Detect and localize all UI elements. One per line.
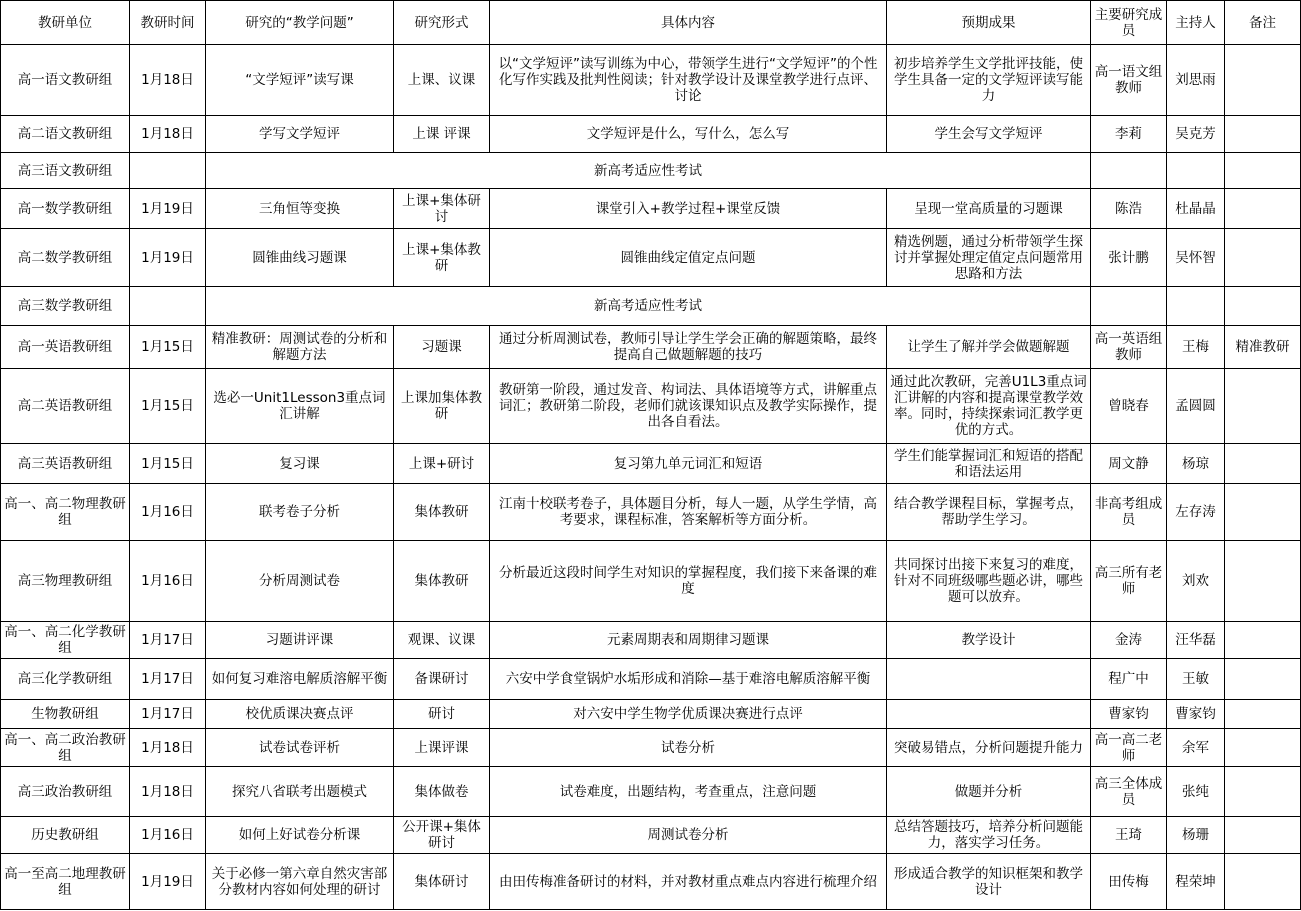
cell-host: 刘欢 [1167, 541, 1225, 622]
cell-content: 以“文学短评”读写训练为中心，带领学生进行“文学短评”的个性化写作实践及批判性阅读；针对教学设计及课堂教学进行点评、讨论 [490, 45, 887, 116]
cell-members: 田传梅 [1091, 854, 1167, 910]
header-cell-form: 研究形式 [394, 1, 490, 45]
cell-note [1225, 153, 1301, 189]
cell-note [1225, 817, 1301, 854]
cell-outcome: 形成适合教学的知识框架和教学设计 [887, 854, 1091, 910]
cell-host: 吴怀智 [1167, 229, 1225, 287]
table-row [1, 541, 1301, 622]
table-row [1, 854, 1301, 910]
cell-unit: 高一数学教研组 [1, 189, 130, 229]
table-row [1, 817, 1301, 854]
header-cell-problem: 研究的“教学问题” [206, 1, 394, 45]
cell-outcome: 学生们能掌握词汇和短语的搭配和语法运用 [887, 444, 1091, 484]
cell-unit: 高一、高二物理教研组 [1, 484, 130, 541]
cell-host: 杜晶晶 [1167, 189, 1225, 229]
cell-members: 陈浩 [1091, 189, 1167, 229]
header-row [1, 1, 1301, 45]
cell-merged-exam: 新高考适应性考试 [206, 287, 1091, 326]
cell-problem: 圆锥曲线习题课 [206, 229, 394, 287]
cell-unit: 高一、高二政治教研组 [1, 729, 130, 767]
cell-host: 左存涛 [1167, 484, 1225, 541]
cell-note [1225, 541, 1301, 622]
cell-members: 李莉 [1091, 116, 1167, 153]
cell-members: 张计鹏 [1091, 229, 1167, 287]
cell-time: 1月18日 [130, 729, 206, 767]
cell-note [1225, 729, 1301, 767]
table-row [1, 484, 1301, 541]
cell-form: 集体研讨 [394, 854, 490, 910]
cell-host: 汪华磊 [1167, 622, 1225, 659]
cell-outcome: 让学生了解并学会做题解题 [887, 326, 1091, 369]
header-cell-members: 主要研究成员 [1091, 1, 1167, 45]
table-row [1, 45, 1301, 116]
cell-form: 上课加集体教研 [394, 369, 490, 444]
cell-unit: 高三英语教研组 [1, 444, 130, 484]
cell-time: 1月16日 [130, 541, 206, 622]
cell-content: 文学短评是什么，写什么，怎么写 [490, 116, 887, 153]
cell-problem: 如何复习难溶电解质溶解平衡 [206, 659, 394, 700]
cell-problem: 三角恒等变换 [206, 189, 394, 229]
cell-outcome: 结合教学课程目标，掌握考点，帮助学生学习。 [887, 484, 1091, 541]
cell-members: 金涛 [1091, 622, 1167, 659]
cell-problem: 学写文学短评 [206, 116, 394, 153]
cell-unit: 高一英语教研组 [1, 326, 130, 369]
table-row [1, 189, 1301, 229]
cell-outcome: 共同探讨出接下来复习的难度，针对不同班级哪些题必讲，哪些题可以放弃。 [887, 541, 1091, 622]
cell-host: 杨珊 [1167, 817, 1225, 854]
cell-note: 精准教研 [1225, 326, 1301, 369]
cell-content: 六安中学食堂锅炉水垢形成和消除—基于难溶电解质溶解平衡 [490, 659, 887, 700]
cell-host: 曹家钧 [1167, 700, 1225, 729]
cell-time: 1月18日 [130, 767, 206, 817]
cell-unit: 高三物理教研组 [1, 541, 130, 622]
cell-note [1225, 659, 1301, 700]
cell-host: 余军 [1167, 729, 1225, 767]
cell-problem: 试卷试卷评析 [206, 729, 394, 767]
cell-host [1167, 287, 1225, 326]
cell-form: 上课+研讨 [394, 444, 490, 484]
cell-note [1225, 229, 1301, 287]
cell-outcome: 教学设计 [887, 622, 1091, 659]
cell-time: 1月19日 [130, 189, 206, 229]
cell-time: 1月19日 [130, 854, 206, 910]
table-row [1, 153, 1301, 189]
cell-problem: 探究八省联考出题模式 [206, 767, 394, 817]
header-cell-outcome: 预期成果 [887, 1, 1091, 45]
cell-time: 1月17日 [130, 659, 206, 700]
cell-outcome: 总结答题技巧，培养分析问题能力，落实学习任务。 [887, 817, 1091, 854]
cell-content: 分析最近这段时间学生对知识的掌握程度，我们接下来备课的难度 [490, 541, 887, 622]
cell-time [130, 153, 206, 189]
cell-outcome: 学生会写文学短评 [887, 116, 1091, 153]
cell-content: 复习第九单元词汇和短语 [490, 444, 887, 484]
cell-content: 元素周期表和周期律习题课 [490, 622, 887, 659]
cell-problem: “文学短评”读写课 [206, 45, 394, 116]
cell-problem: 分析周测试卷 [206, 541, 394, 622]
table-row [1, 369, 1301, 444]
cell-unit: 高一语文教研组 [1, 45, 130, 116]
cell-problem: 复习课 [206, 444, 394, 484]
cell-problem: 关于必修一第六章自然灾害部分教材内容如何处理的研讨 [206, 854, 394, 910]
cell-members: 周文静 [1091, 444, 1167, 484]
cell-time: 1月18日 [130, 116, 206, 153]
cell-note [1225, 287, 1301, 326]
cell-unit: 历史教研组 [1, 817, 130, 854]
cell-content: 通过分析周测试卷，教师引导让学生学会正确的解题策略，最终提高自己做题解题的技巧 [490, 326, 887, 369]
cell-time: 1月15日 [130, 444, 206, 484]
cell-problem: 习题讲评课 [206, 622, 394, 659]
cell-note [1225, 369, 1301, 444]
cell-problem: 选必一Unit1Lesson3重点词汇讲解 [206, 369, 394, 444]
table-row [1, 444, 1301, 484]
cell-members: 曾晓春 [1091, 369, 1167, 444]
cell-time: 1月15日 [130, 326, 206, 369]
cell-form: 集体教研 [394, 541, 490, 622]
cell-note [1225, 45, 1301, 116]
header-cell-time: 教研时间 [130, 1, 206, 45]
cell-members: 高一高二老师 [1091, 729, 1167, 767]
cell-unit: 高二数学教研组 [1, 229, 130, 287]
cell-time: 1月17日 [130, 700, 206, 729]
cell-outcome: 精选例题，通过分析带领学生探讨并掌握处理定值定点问题常用思路和方法 [887, 229, 1091, 287]
table-row [1, 659, 1301, 700]
cell-outcome: 通过此次教研，完善U1L3重点词汇讲解的内容和提高课堂教学效率。同时，持续探索词汇教学更优的方式。 [887, 369, 1091, 444]
cell-host: 孟圆圆 [1167, 369, 1225, 444]
cell-unit: 高三数学教研组 [1, 287, 130, 326]
cell-note [1225, 854, 1301, 910]
cell-note [1225, 700, 1301, 729]
cell-problem: 精准教研：周测试卷的分析和解题方法 [206, 326, 394, 369]
cell-host: 杨琼 [1167, 444, 1225, 484]
cell-outcome: 突破易错点，分析问题提升能力 [887, 729, 1091, 767]
cell-content: 周测试卷分析 [490, 817, 887, 854]
cell-unit: 高三语文教研组 [1, 153, 130, 189]
cell-merged-exam: 新高考适应性考试 [206, 153, 1091, 189]
cell-host: 王敏 [1167, 659, 1225, 700]
cell-form: 备课研讨 [394, 659, 490, 700]
cell-host: 刘思雨 [1167, 45, 1225, 116]
table-row [1, 116, 1301, 153]
cell-note [1225, 622, 1301, 659]
cell-host: 吴克芳 [1167, 116, 1225, 153]
cell-members [1091, 153, 1167, 189]
cell-unit: 高二英语教研组 [1, 369, 130, 444]
table-row [1, 622, 1301, 659]
table-row [1, 326, 1301, 369]
cell-host: 程荣坤 [1167, 854, 1225, 910]
cell-host: 张纯 [1167, 767, 1225, 817]
cell-time: 1月16日 [130, 484, 206, 541]
cell-outcome [887, 659, 1091, 700]
cell-members: 程广中 [1091, 659, 1167, 700]
cell-form: 上课+集体教研 [394, 229, 490, 287]
cell-content: 由田传梅准备研讨的材料，并对教材重点难点内容进行梳理介绍 [490, 854, 887, 910]
cell-content: 课堂引入+教学过程+课堂反馈 [490, 189, 887, 229]
cell-content: 教研第一阶段，通过发音、构词法、具体语境等方式，讲解重点词汇；教研第二阶段，老师们就该课知识点及教学实际操作，提出各自看法。 [490, 369, 887, 444]
cell-problem: 联考卷子分析 [206, 484, 394, 541]
header-cell-note: 备注 [1225, 1, 1301, 45]
cell-time: 1月18日 [130, 45, 206, 116]
cell-note [1225, 767, 1301, 817]
cell-time [130, 287, 206, 326]
cell-members: 曹家钧 [1091, 700, 1167, 729]
cell-note [1225, 116, 1301, 153]
cell-note [1225, 484, 1301, 541]
cell-time: 1月17日 [130, 622, 206, 659]
cell-time: 1月19日 [130, 229, 206, 287]
header-cell-content: 具体内容 [490, 1, 887, 45]
cell-form: 上课 评课 [394, 116, 490, 153]
cell-members: 高三全体成员 [1091, 767, 1167, 817]
cell-form: 上课、议课 [394, 45, 490, 116]
cell-members: 高一英语组教师 [1091, 326, 1167, 369]
cell-outcome: 初步培养学生文学批评技能，使学生具备一定的文学短评读写能力 [887, 45, 1091, 116]
cell-note [1225, 444, 1301, 484]
cell-unit: 高一至高二地理教研组 [1, 854, 130, 910]
table-row [1, 729, 1301, 767]
cell-members: 高一语文组教师 [1091, 45, 1167, 116]
cell-outcome: 呈现一堂高质量的习题课 [887, 189, 1091, 229]
cell-unit: 高一、高二化学教研组 [1, 622, 130, 659]
cell-note [1225, 189, 1301, 229]
cell-time: 1月15日 [130, 369, 206, 444]
cell-unit: 高三化学教研组 [1, 659, 130, 700]
cell-content: 试卷难度，出题结构，考查重点，注意问题 [490, 767, 887, 817]
table-row [1, 287, 1301, 326]
table-row [1, 229, 1301, 287]
cell-content: 对六安中学生物学优质课决赛进行点评 [490, 700, 887, 729]
header-cell-unit: 教研单位 [1, 1, 130, 45]
cell-form: 上课评课 [394, 729, 490, 767]
cell-form: 上课+集体研讨 [394, 189, 490, 229]
cell-unit: 高二语文教研组 [1, 116, 130, 153]
header-cell-host: 主持人 [1167, 1, 1225, 45]
cell-form: 集体教研 [394, 484, 490, 541]
cell-outcome [887, 700, 1091, 729]
cell-form: 习题课 [394, 326, 490, 369]
cell-content: 圆锥曲线定值定点问题 [490, 229, 887, 287]
cell-content: 江南十校联考卷子，具体题目分析，每人一题，从学生学情，高考要求，课程标准，答案解析等方面分析。 [490, 484, 887, 541]
cell-form: 研讨 [394, 700, 490, 729]
cell-form: 集体做卷 [394, 767, 490, 817]
cell-problem: 如何上好试卷分析课 [206, 817, 394, 854]
cell-problem: 校优质课决赛点评 [206, 700, 394, 729]
cell-form: 公开课+集体研讨 [394, 817, 490, 854]
cell-host: 王梅 [1167, 326, 1225, 369]
cell-members [1091, 287, 1167, 326]
cell-members: 高三所有老师 [1091, 541, 1167, 622]
cell-form: 观课、议课 [394, 622, 490, 659]
cell-time: 1月16日 [130, 817, 206, 854]
cell-members: 非高考组成员 [1091, 484, 1167, 541]
cell-unit: 高三政治教研组 [1, 767, 130, 817]
cell-members: 王琦 [1091, 817, 1167, 854]
table-row [1, 767, 1301, 817]
cell-outcome: 做题并分析 [887, 767, 1091, 817]
cell-content: 试卷分析 [490, 729, 887, 767]
table-row [1, 700, 1301, 729]
cell-unit: 生物教研组 [1, 700, 130, 729]
cell-host [1167, 153, 1225, 189]
